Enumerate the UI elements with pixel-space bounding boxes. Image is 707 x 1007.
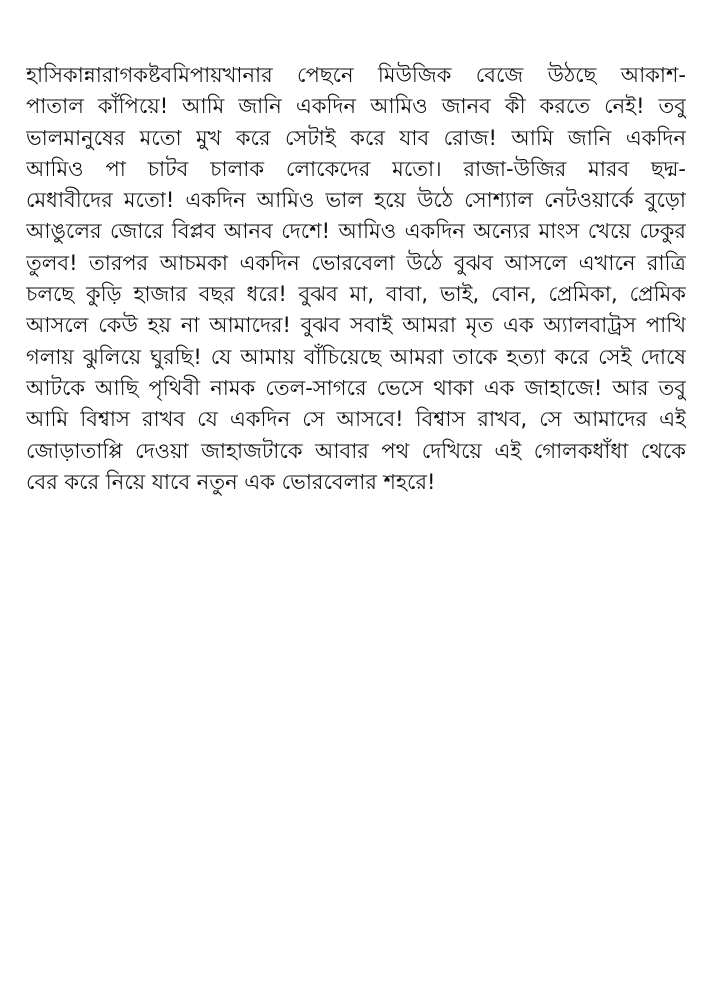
text-line: আমি বিশ্বাস রাখব যে একদিন সে আসবে! বিশ্বাস রাখব, সে আমাদের এই [26,407,686,432]
poem-paragraph [26,60,686,498]
text-line-last: বের করে নিয়ে যাবে নতুন এক ভোরবেলার শহরে! [26,469,436,494]
text-line: জোড়াতাপ্পি দেওয়া জাহাজটাকে আবার পথ দেখিয়ে এই গোলকধাঁধা থেকে [26,438,686,463]
text-line: তুলব! তারপর আচমকা একদিন ভোরবেলা উঠে বুঝব আসলে এখানে রাত্রি [26,250,686,275]
text-line: ভালমানুষের মতো মুখ করে সেটাই করে যাব রোজ! আমি জানি একদিন [26,125,686,150]
text-line: আটকে আছি পৃথিবী নামক তেল-সাগরে ভেসে থাকা এক জাহাজে! আর তবু [26,375,686,400]
text-line: হাসিকান্নারাগকষ্টবমিপায়খানার পেছনে মিউজিক বেজে উঠছে আকাশ- [26,63,686,87]
text-line: মেধাবীদের মতো! একদিন আমিও ভাল হয়ে উঠে সোশ্যাল নেটওয়ার্কে বুড়ো [26,188,686,213]
text-line: পাতাল কাঁপিয়ে! আমি জানি একদিন আমিও জানব কী করতে নেই! তবু [26,94,686,119]
text-line: চলছে কুড়ি হাজার বছর ধরে! বুঝব মা, বাবা, ভাই, বোন, প্রেমিকা, প্রেমিক [26,282,686,307]
text-line: আঙুলের জোরে বিপ্লব আনব দেশে! আমিও একদিন অন্যের মাংস খেয়ে ঢেকুর [26,219,686,244]
text-line: আসলে কেউ হয় না আমাদের! বুঝব সবাই আমরা মৃত এক অ্যালবাট্রস পাখি [26,313,686,338]
text-line: গলায় ঝুলিয়ে ঘুরছি! যে আমায় বাঁচিয়েছে আমরা তাকে হত্যা করে সেই দোষে [26,344,686,369]
text-line: আমিও পা চাটব চালাক লোকেদের মতো। রাজা-উজির মারব ছদ্ম- [26,156,686,181]
